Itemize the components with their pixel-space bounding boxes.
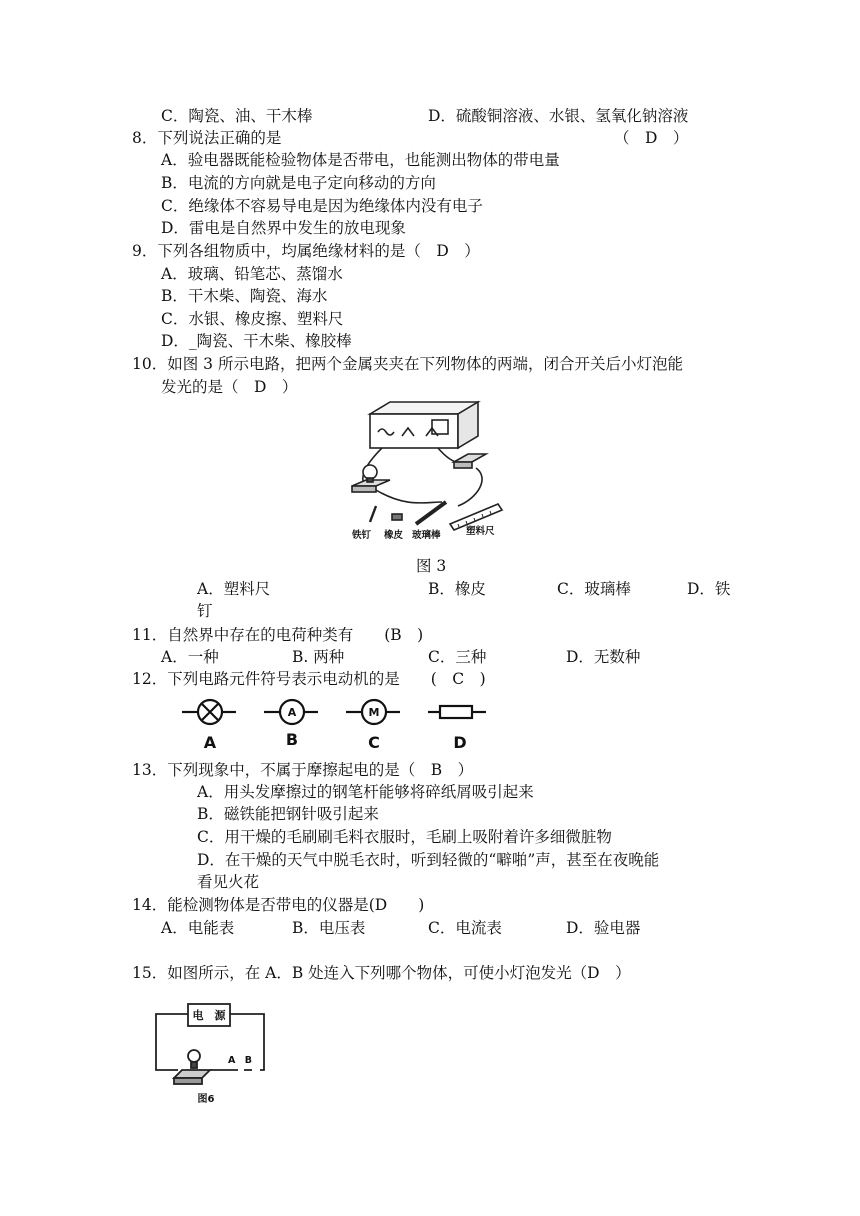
q13-option-b: B．磁铁能把钢针吸引起来: [197, 805, 379, 823]
ammeter-mark: A: [287, 706, 297, 719]
q11-option-b: B. 两种: [292, 648, 345, 666]
figure-6-circuit: [148, 998, 272, 1106]
symbol-label-b: B: [285, 730, 299, 749]
q8-answer: （ D ）: [614, 129, 689, 147]
q8-stem: 8．下列说法正确的是: [132, 129, 282, 147]
q9-option-a: A．玻璃、铅笔芯、蒸馏水: [161, 265, 343, 283]
q11-option-c: C．三种: [428, 648, 487, 666]
q14-option-b: B．电压表: [292, 919, 366, 937]
q10-stem-line1: 10．如图 3 所示电路，把两个金属夹夹在下列物体的两端，闭合开关后小灯泡能: [132, 355, 683, 373]
figure-3-label-ruler: 塑料尺: [466, 526, 495, 537]
q10-stem-line2: 发光的是（ D ）: [161, 378, 298, 396]
q12-circuit-symbols: [176, 692, 488, 752]
q9-option-b: B．干木柴、陶瓷、海水: [161, 287, 328, 305]
figure-6-power-label: 电 源: [192, 1009, 226, 1022]
q8-option-d: D．雷电是自然界中发生的放电现象: [161, 219, 406, 237]
q15-stem: 15．如图所示，在 A．B 处连入下列哪个物体，可使小灯泡发光（D ）: [132, 964, 631, 982]
q12-stem: 12．下列电路元件符号表示电动机的是 ( C ): [132, 670, 486, 688]
q10-option-b: B．橡皮: [428, 580, 486, 598]
figure-3-caption: 图 3: [416, 557, 447, 575]
q13-option-d: D．在干燥的天气中脱毛衣时，听到轻微的“噼啪”声，甚至在夜晚能: [197, 851, 660, 869]
symbol-label-c: C: [368, 733, 380, 752]
q10-option-d-wrap: 钉: [197, 602, 213, 620]
figure-6-ab-label: A B: [227, 1055, 253, 1066]
q14-option-c: C．电流表: [428, 919, 502, 937]
q13-option-d-wrap: 看见火花: [197, 873, 260, 891]
q13-option-c: C．用干燥的毛刷刷毛料衣服时，毛刷上吸附着许多细微脏物: [197, 828, 612, 846]
q7-option-c: C．陶瓷、油、干木棒: [161, 107, 313, 125]
figure-3-label-iron-nail: 铁钉: [352, 530, 372, 541]
q8-option-b: B．电流的方向就是电子定向移动的方向: [161, 174, 436, 192]
q8-option-c: C．绝缘体不容易导电是因为绝缘体内没有电子: [161, 197, 483, 215]
q13-stem: 13．下列现象中，不属于摩擦起电的是（ B ）: [132, 761, 474, 779]
q11-stem: 11．自然界中存在的电荷种类有 (B ): [132, 626, 424, 644]
figure-6-caption: 图6: [197, 1094, 215, 1105]
q11-option-d: D．无数种: [566, 648, 641, 666]
figure-3-label-glass-rod: 玻璃棒: [412, 530, 441, 541]
q8-option-a: A．验电器既能检验物体是否带电，也能测出物体的带电量: [161, 151, 560, 169]
figure-3-label-eraser: 橡皮: [384, 530, 404, 541]
q7-option-d: D．硫酸铜溶液、水银、氢氧化钠溶液: [428, 107, 689, 125]
q9-stem: 9．下列各组物质中，均属绝缘材料的是（ D ）: [132, 242, 480, 260]
q14-option-d: D．验电器: [566, 919, 641, 937]
q10-option-a: A．塑料尺: [197, 580, 271, 598]
figure-3-circuit: [346, 398, 516, 544]
q9-option-c: C．水银、橡皮擦、塑料尺: [161, 310, 344, 328]
q10-option-d: D．铁: [687, 580, 731, 598]
motor-mark: M: [368, 706, 380, 719]
q10-option-c: C．玻璃棒: [557, 580, 631, 598]
q14-stem: 14．能检测物体是否带电的仪器是(D ): [132, 896, 425, 914]
q9-option-d: D．_陶瓷、干木柴、橡胶棒: [161, 332, 352, 350]
q13-option-a: A．用头发摩擦过的钢笔杆能够将碎纸屑吸引起来: [197, 783, 534, 801]
q14-option-a: A．电能表: [161, 919, 235, 937]
symbol-label-d: D: [453, 733, 467, 752]
q11-option-a: A．一种: [161, 648, 219, 666]
symbol-label-a: A: [203, 733, 217, 752]
